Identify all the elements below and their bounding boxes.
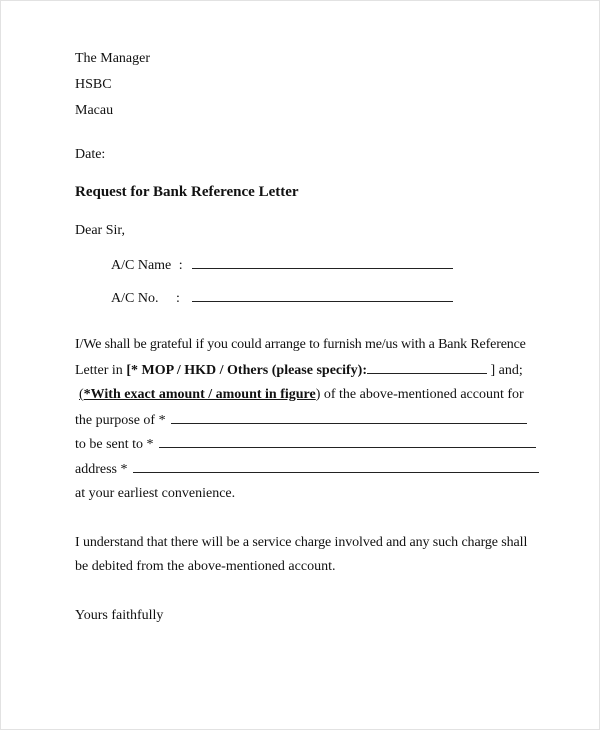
salutation: Dear Sir, — [75, 223, 125, 238]
body-p1-line1: I/We shall be grateful if you could arrange to furnish me/us with a Bank Reference — [75, 337, 526, 352]
ac-name-field[interactable] — [192, 256, 453, 269]
sent-to-row — [75, 435, 536, 454]
ac-name-colon: : — [178, 258, 183, 273]
text: ] and; — [487, 363, 523, 378]
ac-no-colon: : — [175, 291, 180, 306]
text: Letter in — [75, 363, 127, 378]
subject-heading: Request for Bank Reference Letter — [75, 184, 299, 200]
address-row — [75, 460, 539, 479]
text: ( — [79, 387, 84, 402]
sent-to-field[interactable] — [159, 435, 536, 448]
sent-to-label: to be sent to * — [75, 437, 154, 452]
ac-no-label: A/C No. — [111, 291, 159, 306]
recipient-line-3: Macau — [75, 103, 114, 118]
currency-option-text: [* MOP / HKD / Others (please specify): — [126, 363, 367, 378]
closing: Yours faithfully — [75, 608, 164, 623]
recipient-line-2: HSBC — [75, 77, 112, 92]
ac-name-label: A/C Name — [111, 258, 172, 273]
amount-option — [79, 387, 316, 402]
recipient-line-1: The Manager — [75, 51, 151, 66]
convenience-line: at your earliest convenience. — [75, 486, 236, 501]
currency-specify-field[interactable] — [367, 361, 487, 374]
body-p2-line1: I understand that there will be a service charge involved and any such charge shall — [75, 535, 528, 550]
body-p1-line3 — [79, 386, 524, 404]
ac-no-field[interactable] — [192, 289, 453, 302]
address-label: address * — [75, 462, 128, 477]
ac-no-row — [111, 289, 453, 308]
purpose-label: the purpose of * — [75, 413, 166, 428]
purpose-field[interactable] — [171, 411, 527, 424]
date-label: Date: — [75, 147, 106, 162]
body-p1-line2 — [75, 361, 523, 380]
address-field[interactable] — [133, 460, 539, 473]
text: ) of the above-mentioned account for — [315, 387, 524, 402]
amount-option-text: *With exact amount / amount in figure — [83, 387, 316, 402]
body-p2-line2: be debited from the above-mentioned account. — [75, 559, 336, 574]
ac-name-row — [111, 256, 453, 275]
purpose-row — [75, 411, 527, 430]
